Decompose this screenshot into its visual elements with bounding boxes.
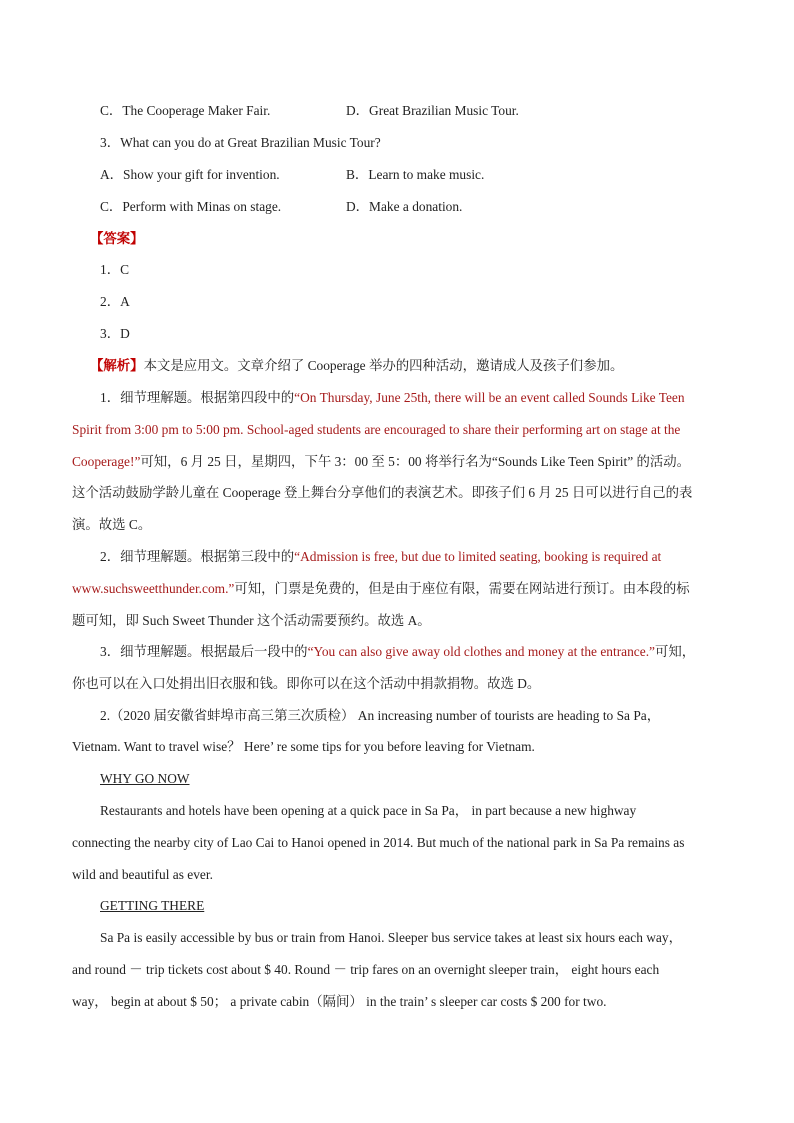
section1-line3: wild and beautiful as ever. [72, 867, 213, 882]
analysis-p3-tail: 可知， [655, 644, 696, 659]
analysis-p1-line3 [72, 453, 690, 471]
analysis-intro-line [90, 357, 623, 375]
analysis-intro: 本文是应用文。文章介绍了 Cooperage 举办的四种活动，邀请成人及孩子们参加。 [143, 358, 624, 373]
analysis-label: 【解析】 [90, 358, 144, 373]
analysis-p3-line1 [100, 643, 695, 661]
passage2-intro-line1: 2.（2020 届安徽省蚌埠市高三第三次质检） An increasing number of tourists are heading to Sa Pa， [100, 708, 661, 723]
answer-item: 1．C [100, 262, 130, 277]
passage2-intro-line2: Vietnam. Want to travel wise？ Here’ re some tips for you before leaving for Vietnam. [72, 739, 535, 754]
analysis-p2-url: www.suchsweetthunder.com.” [72, 581, 235, 596]
analysis-p1-explain: 可知，6 月 25 日，星期四，下午 3：00 至 5：00 将举行名为“Sounds Like Teen Spirit” 的活动。 [140, 454, 691, 469]
analysis-p2-quote: “Admission is free, but due to limited seating, booking is required at [294, 549, 662, 564]
answer-label: 【答案】 [90, 231, 144, 246]
q2-option-d: D．Great Brazilian Music Tour. [346, 103, 519, 118]
analysis-p3-quote: “You can also give away old clothes and money at the entrance.” [307, 644, 655, 659]
analysis-p1-line4: 这个活动鼓励学龄儿童在 Cooperage 登上舞台分享他们的表演艺术。即孩子们 6 月 25 日可以进行自己的表 [72, 485, 693, 500]
analysis-p1-quote-end: Cooperage!” [72, 454, 141, 469]
analysis-p1-quote: “On Thursday, June 25th, there will be an event called Sounds Like Teen [294, 390, 685, 405]
analysis-p1-line2: Spirit from 3:00 pm to 5:00 pm. School-aged students are encouraged to share their performing art on stage at the [72, 422, 681, 437]
answer-item: 2．A [100, 294, 130, 309]
q3-option-c: C．Perform with Minas on stage. [100, 199, 282, 214]
analysis-p2-line2 [72, 580, 690, 598]
section2-line2: and round － trip tickets cost about $ 40. Round － trip fares on an overnight sleeper train， eight hours each [72, 962, 660, 977]
answer-item: 3．D [100, 326, 130, 341]
q3-option-a: A．Show your gift for invention. [100, 167, 280, 182]
section1-line1: Restaurants and hotels have been opening at a quick pace in Sa Pa， in part because a new highway [100, 803, 637, 818]
q3-option-b: B．Learn to make music. [346, 167, 485, 182]
analysis-p2-line1 [100, 548, 661, 566]
analysis-p3-lead: 3．细节理解题。根据最后一段中的 [100, 644, 308, 659]
q3-stem: 3．What can you do at Great Brazilian Music Tour? [100, 135, 381, 150]
analysis-p1-line5: 演。故选 C。 [72, 517, 152, 532]
analysis-p2-lead: 2．细节理解题。根据第三段中的 [100, 549, 295, 564]
q2-option-c: C．The Cooperage Maker Fair. [100, 103, 271, 118]
section2-line3: way， begin at about $ 50； a private cabin（隔间） in the train’ s sleeper car costs $ 200 for two. [72, 994, 607, 1009]
analysis-p1-line1 [100, 389, 685, 407]
analysis-p2-explain: 可知，门票是免费的，但是由于座位有限，需要在网站进行预订。由本段的标 [234, 581, 690, 596]
section-heading-why-go-now: WHY GO NOW [100, 771, 190, 786]
analysis-p2-line3: 题可知，即 Such Sweet Thunder 这个活动需要预约。故选 A。 [72, 613, 431, 628]
section1-line2: connecting the nearby city of Lao Cai to Hanoi opened in 2014. But much of the national park in Sa Pa remains as [72, 835, 685, 850]
q3-option-d: D．Make a donation. [346, 199, 463, 214]
analysis-p1-lead: 1．细节理解题。根据第四段中的 [100, 390, 295, 405]
analysis-p3-line2: 你也可以在入口处捐出旧衣服和钱。即你可以在这个活动中捐款捐物。故选 D。 [72, 676, 541, 691]
section-heading-getting-there: GETTING THERE [100, 898, 205, 913]
section2-line1: Sa Pa is easily accessible by bus or train from Hanoi. Sleeper bus service takes at least six hours each way， [100, 930, 682, 945]
